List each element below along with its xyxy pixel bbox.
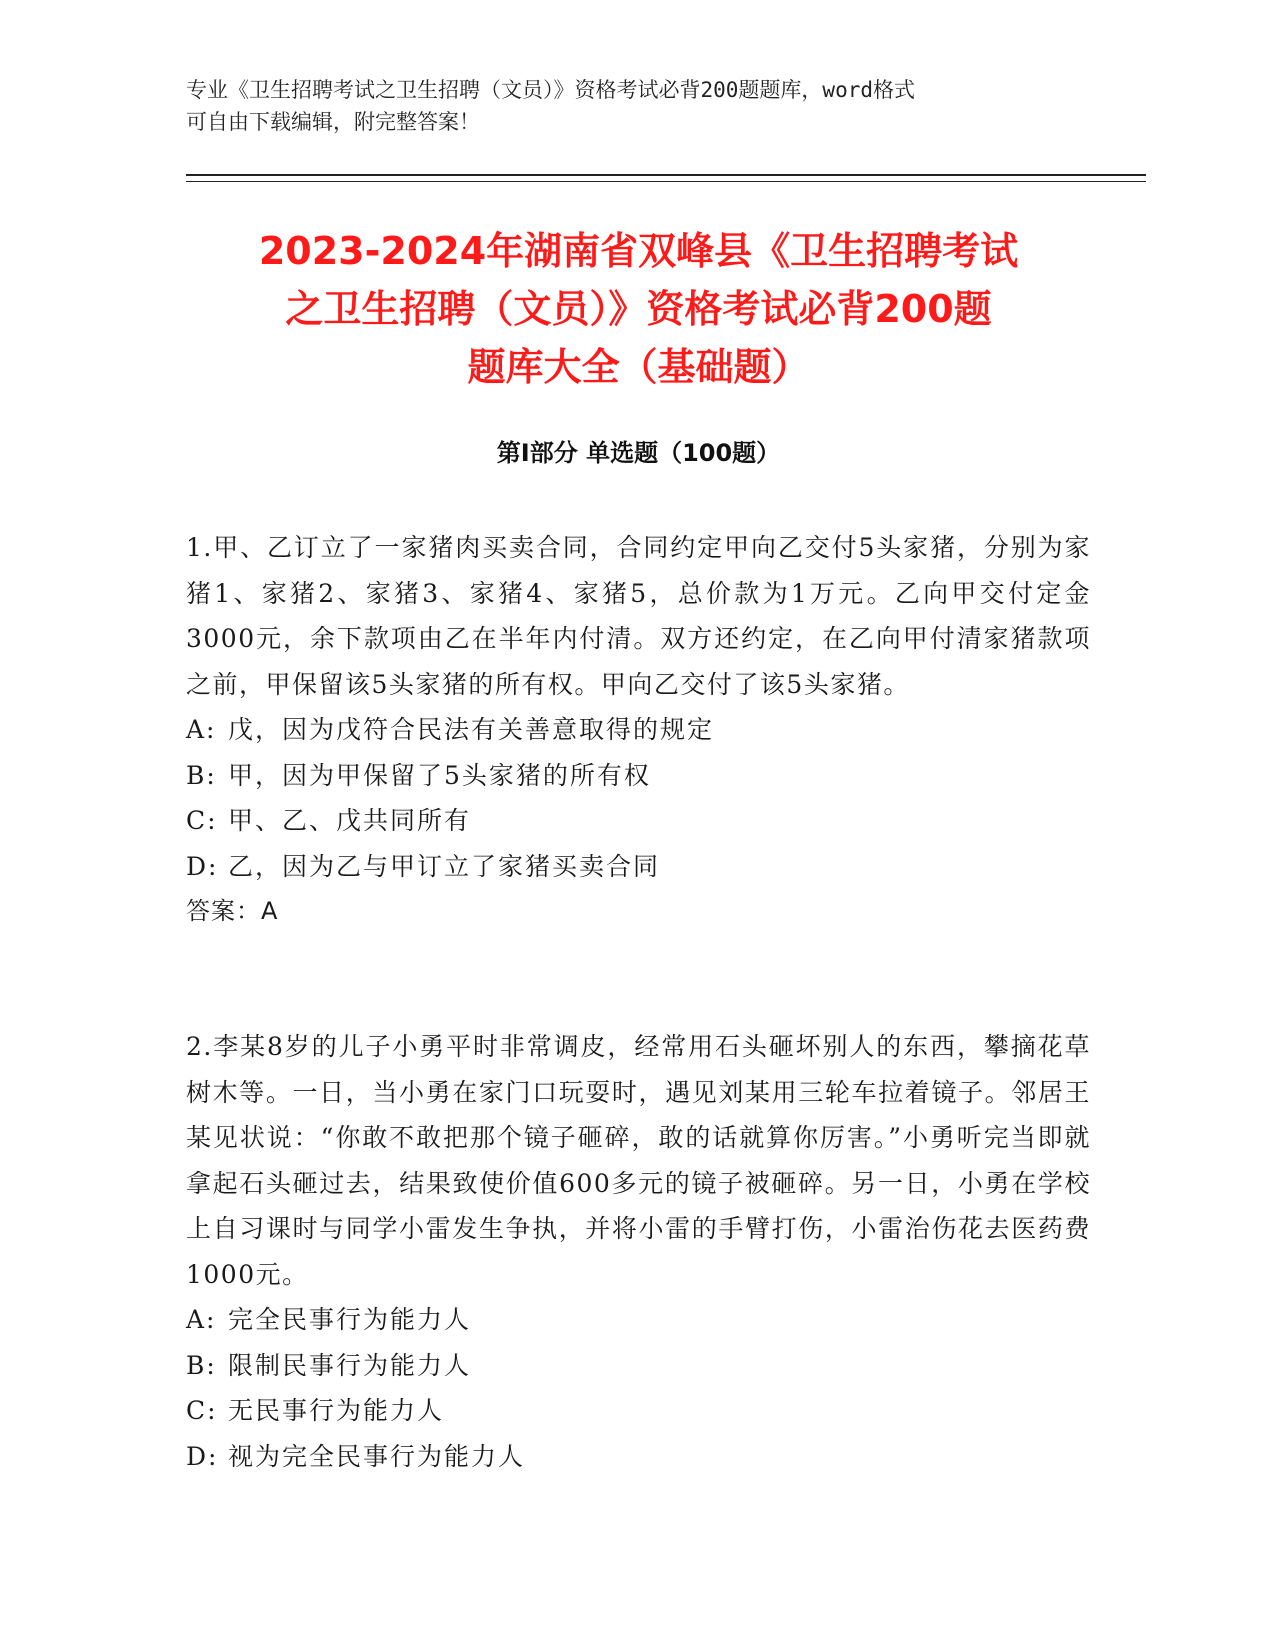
title-line-2: 之卫生招聘（文员）》资格考试必背200题 xyxy=(285,287,992,331)
option-text: 完全民事行为能力人 xyxy=(228,1305,472,1334)
option-letter: A: xyxy=(186,1305,217,1334)
question-stem: 2.李某8岁的儿子小勇平时非常调皮，经常用石头砸坏别人的东西，攀摘花草树木等。一日，当小勇在家门口玩耍时，遇见刘某用三轮车拉着镜子。邻居王某见状说：“你敢不敢把那个镜子砸碎，敢的话就算你厉害。”小勇听完当即就拿起石头砸过去，结果致使价值600多元的镜子被砸碎。另一日，小勇在学校上自习课时与同学小雷发生争执，并将小雷的手臂打伤，小雷治伤花去医药费1000元。 xyxy=(186,1032,1091,1289)
option-letter: C: xyxy=(186,806,218,835)
header-divider-thin xyxy=(186,181,1146,182)
header-note-line-1: 专业《卫生招聘考试之卫生招聘（文员）》资格考试必背200题题库，word格式 xyxy=(186,78,915,102)
option-a xyxy=(186,1297,1091,1343)
option-c xyxy=(186,798,1091,844)
question-1 xyxy=(186,525,1091,935)
option-text: 视为完全民事行为能力人 xyxy=(228,1441,526,1471)
option-c xyxy=(186,1388,1091,1434)
title-line-3: 题库大全（基础题） xyxy=(467,345,810,389)
header-divider-thick xyxy=(186,174,1146,176)
question-stem: 1.甲、乙订立了一家猪肉买卖合同，合同约定甲向乙交付5头家猪，分别为家猪1、家猪2、家猪3、家猪4、家猪5，总价款为1万元。乙向甲交付定金3000元，余下款项由乙在半年内付清。双方还约定，在乙向甲付清家猪款项之前，甲保留该5头家猪的所有权。甲向乙交付了该5头家猪。 xyxy=(186,533,1091,699)
option-letter: C: xyxy=(186,1396,218,1425)
option-b xyxy=(186,753,1091,799)
option-letter: A: xyxy=(186,715,217,744)
option-a xyxy=(186,707,1091,753)
title-line-1: 2023-2024年湖南省双峰县《卫生招聘考试 xyxy=(258,229,1019,273)
option-letter: B: xyxy=(186,1350,217,1380)
option-text: 限制民事行为能力人 xyxy=(228,1350,472,1380)
option-letter: B: xyxy=(186,760,217,790)
answer-line: 答案：A xyxy=(186,897,279,925)
option-letter: D: xyxy=(186,851,219,881)
option-text: 乙，因为乙与甲订立了家猪买卖合同 xyxy=(228,851,661,881)
option-b xyxy=(186,1343,1091,1389)
header-note-line-2: 可自由下载编辑，附完整答案！ xyxy=(186,110,480,134)
option-text: 无民事行为能力人 xyxy=(228,1396,445,1425)
option-letter: D: xyxy=(186,1441,219,1471)
question-2 xyxy=(186,1024,1091,1479)
option-text: 甲、乙、戊共同所有 xyxy=(228,806,472,835)
option-d xyxy=(186,1434,1091,1480)
section-heading: 第Ⅰ部分 单选题（100题） xyxy=(496,439,781,467)
option-d xyxy=(186,844,1091,890)
option-text: 甲，因为甲保留了5头家猪的所有权 xyxy=(228,760,651,790)
option-text: 戊，因为戊符合民法有关善意取得的规定 xyxy=(228,715,715,744)
document-header-note xyxy=(186,74,1066,138)
document-title xyxy=(186,222,1091,396)
